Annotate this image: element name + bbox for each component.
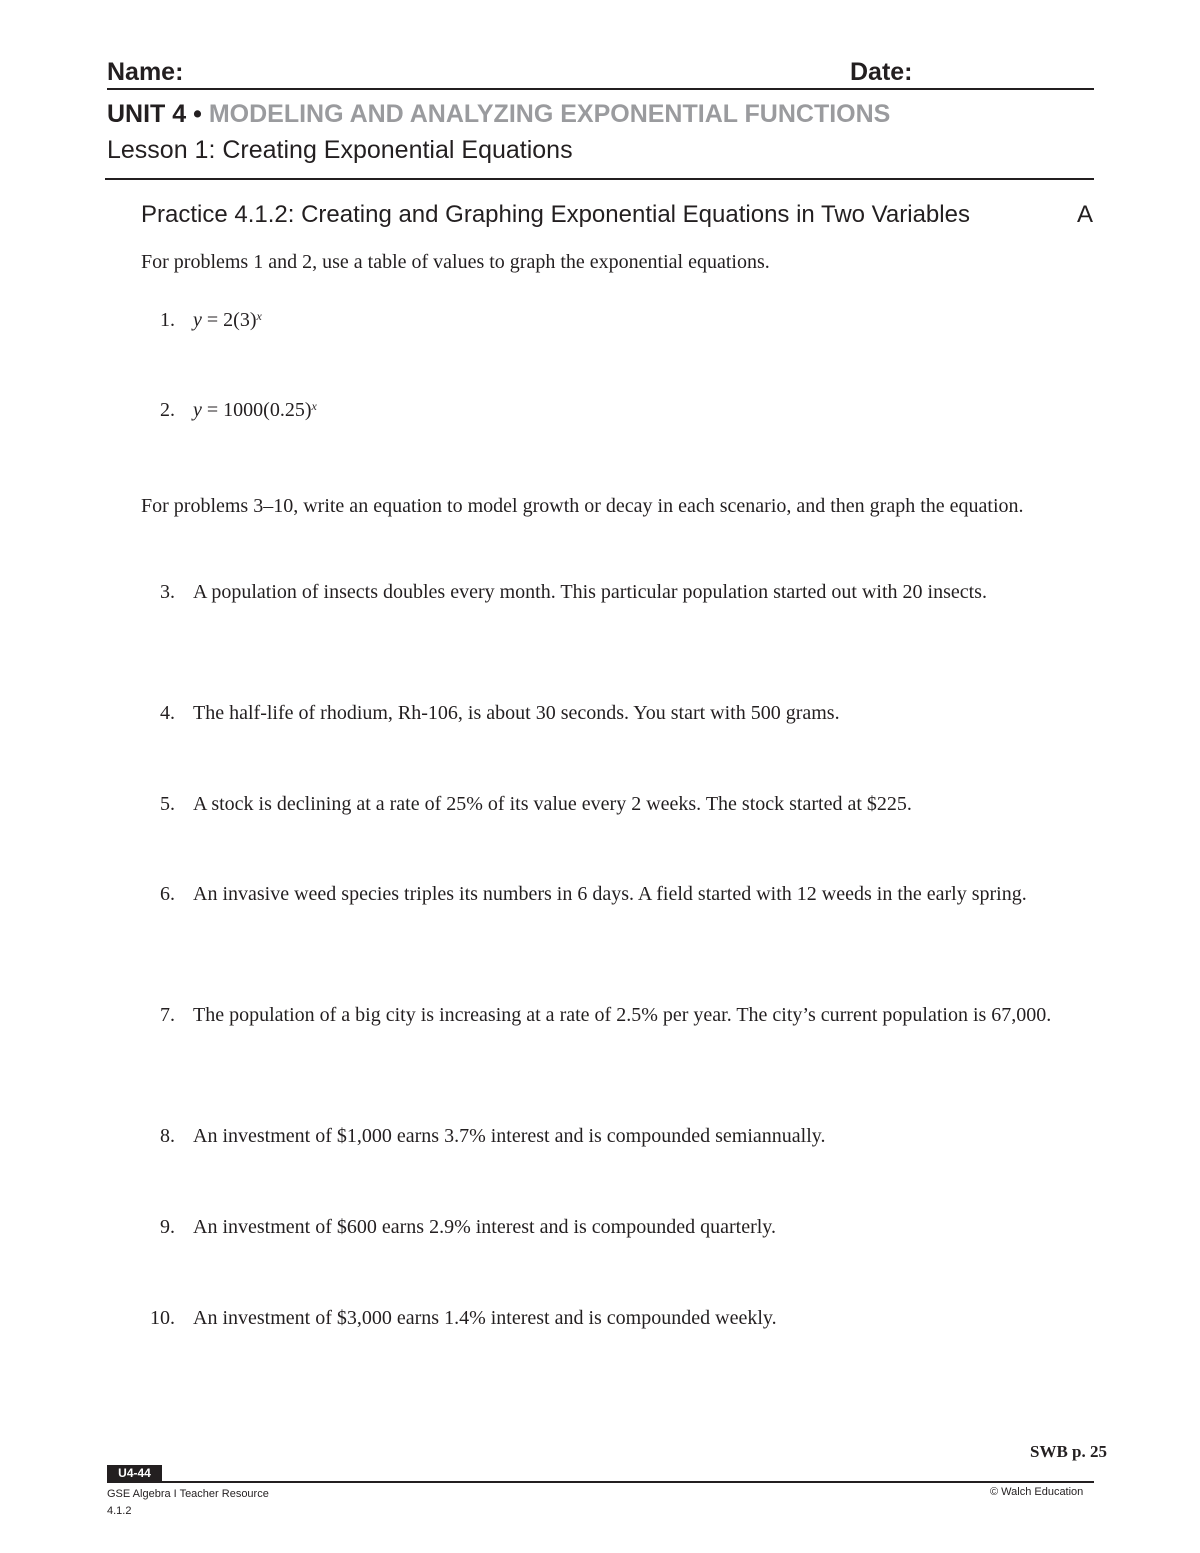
- equation: $y = 2(3)^x$: [193, 309, 262, 331]
- problem-number: 1.: [160, 309, 175, 331]
- instructions-part2: For problems 3–10, write an equation to model growth or decay in each scenario, and then graph the equation.: [141, 495, 1024, 517]
- book-title: GSE Algebra I Teacher Resource: [107, 1488, 269, 1500]
- equation: $y = 1000(0.25)^x$: [193, 399, 317, 421]
- footer-left: [107, 1486, 269, 1520]
- copyright: © Walch Education: [990, 1486, 1084, 1498]
- problem-text: An investment of $1,000 earns 3.7% interest and is compounded semiannually.: [193, 1125, 826, 1147]
- problem-text: A stock is declining at a rate of 25% of its value every 2 weeks. The stock started at $225.: [193, 793, 912, 815]
- problem-number: 4.: [160, 702, 175, 724]
- unit-heading: [107, 100, 890, 129]
- problem-text: A population of insects doubles every month. This particular population started out with 20 insects.: [193, 581, 987, 603]
- problem-text: An investment of $600 earns 2.9% interest and is compounded quarterly.: [193, 1216, 777, 1238]
- unit-title: MODELING AND ANALYZING EXPONENTIAL FUNCTIONS: [208, 100, 891, 128]
- date-label: Date:: [850, 58, 913, 86]
- practice-title: Practice 4.1.2: Creating and Graphing Exponential Equations in Two Variables: [141, 201, 970, 228]
- problem-text: The population of a big city is increasing at a rate of 2.5% per year. The city’s current population is 67,000.: [193, 1004, 1052, 1026]
- footer-rule: [107, 1481, 1094, 1483]
- problem-number: 10.: [150, 1307, 175, 1329]
- unit-label: UNIT 4 •: [107, 100, 202, 128]
- problem-number: 6.: [160, 883, 175, 905]
- header-rule: [107, 88, 1094, 90]
- lesson-title: Lesson 1: Creating Exponential Equations: [107, 136, 573, 164]
- section-number: 4.1.2: [107, 1505, 132, 1517]
- page-code-badge: U4-44: [107, 1465, 162, 1482]
- problem-number: 7.: [160, 1004, 175, 1026]
- problem-number: 3.: [160, 581, 175, 603]
- version-letter: A: [1077, 201, 1094, 228]
- problem-text: An investment of $3,000 earns 1.4% interest and is compounded weekly.: [193, 1307, 777, 1329]
- problem-number: 8.: [160, 1125, 175, 1147]
- name-label: Name:: [107, 58, 184, 86]
- swb-page-ref: SWB p. 25: [1030, 1442, 1107, 1461]
- section-rule: [105, 178, 1094, 180]
- problem-text: An invasive weed species triples its numbers in 6 days. A field started with 12 weeds in the early spring.: [193, 883, 1027, 905]
- problem-number: 9.: [160, 1216, 175, 1238]
- problem-number: 2.: [160, 399, 175, 421]
- problem-number: 5.: [160, 793, 175, 815]
- instructions-part1: For problems 1 and 2, use a table of values to graph the exponential equations.: [141, 251, 770, 273]
- problem-text: The half-life of rhodium, Rh-106, is about 30 seconds. You start with 500 grams.: [193, 702, 840, 724]
